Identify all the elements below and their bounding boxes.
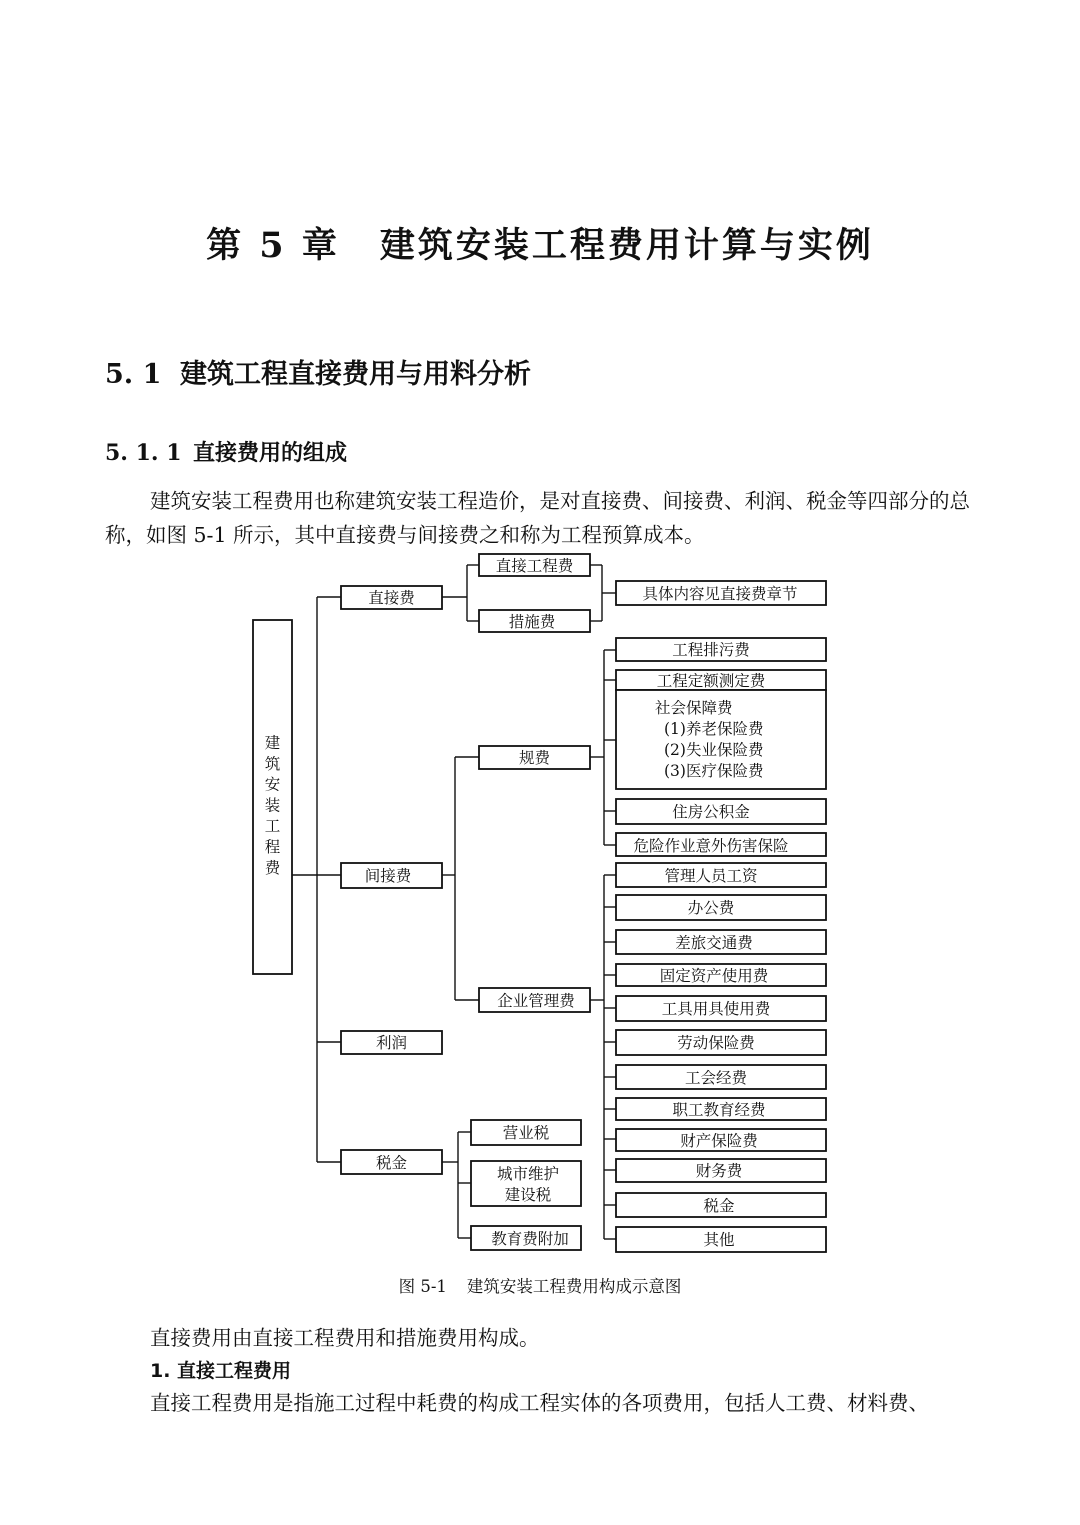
enterprise-item: [616, 1030, 826, 1055]
root-label-char: 安: [264, 775, 281, 794]
enterprise-item: [616, 964, 826, 986]
enterprise-item-label: 管理人员工资: [664, 867, 758, 885]
enterprise-item-label: 固定资产使用费: [659, 967, 769, 985]
enterprise-item-label: 办公费: [687, 899, 735, 917]
node-direct: [341, 586, 442, 609]
node-indirect-label: 间接费: [364, 867, 412, 885]
tax-item-label: 营业税: [502, 1124, 550, 1142]
social-security-title: 社会保障费: [655, 699, 733, 717]
node-measures: [479, 610, 590, 632]
enterprise-item: [616, 1193, 826, 1217]
root-label-char: 程: [264, 838, 281, 856]
gui-fei-social-security: [616, 690, 826, 789]
root-label-char: 筑: [264, 754, 281, 773]
node-direct-note-label: 具体内容见直接费章节: [642, 585, 798, 603]
node-direct-engineering: [479, 554, 590, 576]
enterprise-item: [616, 996, 826, 1021]
social-security-line: (3)医疗保险费: [664, 762, 764, 780]
enterprise-item-label: 工具用具使用费: [661, 1000, 771, 1018]
enterprise-item-label: 财务费: [695, 1162, 743, 1180]
tax-item-label: 教育费附加: [491, 1230, 569, 1248]
subheading-direct-engineering: 1. 直接工程费用: [150, 1360, 292, 1382]
section-number: 5. 1: [105, 359, 162, 390]
enterprise-item-label: 劳动保险费: [677, 1034, 755, 1052]
social-security-line: (2)失业保险费: [664, 741, 764, 759]
node-profit: [341, 1031, 442, 1054]
tax-item-city-line: 城市维护: [496, 1165, 560, 1183]
node-direct-engineering-label: 直接工程费: [495, 557, 574, 575]
node-measures-label: 措施费: [508, 613, 556, 631]
gui-fei-item-label: 工程定额测定费: [656, 672, 766, 690]
tax-item-business: [471, 1120, 581, 1145]
node-tax-label: 税金: [375, 1154, 408, 1172]
enterprise-item: [616, 1159, 826, 1182]
root-label-char: 装: [264, 796, 281, 815]
enterprise-item-label: 职工教育经费: [672, 1101, 766, 1119]
node-gui-fei-label: 规费: [518, 749, 551, 767]
node-gui-fei: [479, 746, 590, 769]
node-direct-label: 直接费: [368, 589, 415, 607]
tax-item-education: [471, 1226, 581, 1250]
enterprise-item: [616, 1129, 826, 1151]
figure-number: 图 5-1: [398, 1277, 447, 1296]
enterprise-item: [616, 1227, 826, 1252]
node-profit-label: 利润: [375, 1034, 408, 1052]
gui-fei-item-label: 危险作业意外伤害保险: [633, 837, 789, 855]
enterprise-item: [616, 930, 826, 954]
root-label: [265, 734, 281, 877]
enterprise-item: [616, 895, 826, 920]
node-enterprise-management: [479, 988, 590, 1012]
enterprise-item-label: 工会经费: [684, 1069, 748, 1087]
direct-cost-paragraph: 直接费用由直接工程费用和措施费用构成。: [150, 1326, 540, 1350]
node-tax: [341, 1150, 442, 1174]
tax-item-city-line: 建设税: [504, 1186, 552, 1204]
chapter-label: 第 5 章: [206, 225, 340, 266]
root-label-char: 工: [264, 817, 281, 836]
enterprise-item: [616, 1065, 826, 1089]
subsection-title: 直接费用的组成: [193, 440, 348, 466]
figure-caption: [0, 1273, 1080, 1297]
node-direct-note: [616, 581, 826, 605]
gui-fei-item-label: 工程排污费: [672, 641, 750, 659]
figure-title: 建筑安装工程费用构成示意图: [466, 1277, 682, 1296]
gui-fei-item: [616, 638, 826, 661]
root-label-char: 费: [264, 858, 281, 877]
gui-fei-item: [616, 833, 826, 856]
enterprise-item-label: 财产保险费: [680, 1132, 758, 1150]
gui-fei-item: [616, 799, 826, 824]
node-enterprise-management-label: 企业管理费: [497, 992, 575, 1010]
enterprise-item: [616, 1098, 826, 1120]
subsection-number: 5. 1. 1: [105, 440, 182, 466]
section-title: 建筑工程直接费用与用料分析: [180, 359, 531, 390]
last-paragraph: 直接工程费用是指施工过程中耗费的构成工程实体的各项费用，包括人工费、材料费、: [150, 1391, 929, 1415]
node-indirect: [341, 863, 442, 888]
enterprise-item-label: 差旅交通费: [675, 934, 753, 952]
social-security-line: (1)养老保险费: [664, 720, 764, 738]
chapter-name: 建筑安装工程费用计算与实例: [379, 225, 874, 266]
enterprise-item: [616, 863, 826, 887]
enterprise-item-label: 税金: [703, 1197, 735, 1215]
root-node: [253, 620, 292, 974]
gui-fei-item-label: 住房公积金: [672, 803, 750, 821]
intro-paragraph: 建筑安装工程费用也称建筑安装工程造价，是对直接费、间接费、利润、税金等四部分的总称，如图 5-1 所示，其中直接费与间接费之和称为工程预算成本。: [105, 489, 970, 547]
root-label-char: 建: [264, 734, 281, 752]
tax-item-city: [471, 1161, 581, 1206]
enterprise-item-label: 其他: [703, 1231, 735, 1249]
gui-fei-item: [616, 670, 826, 690]
